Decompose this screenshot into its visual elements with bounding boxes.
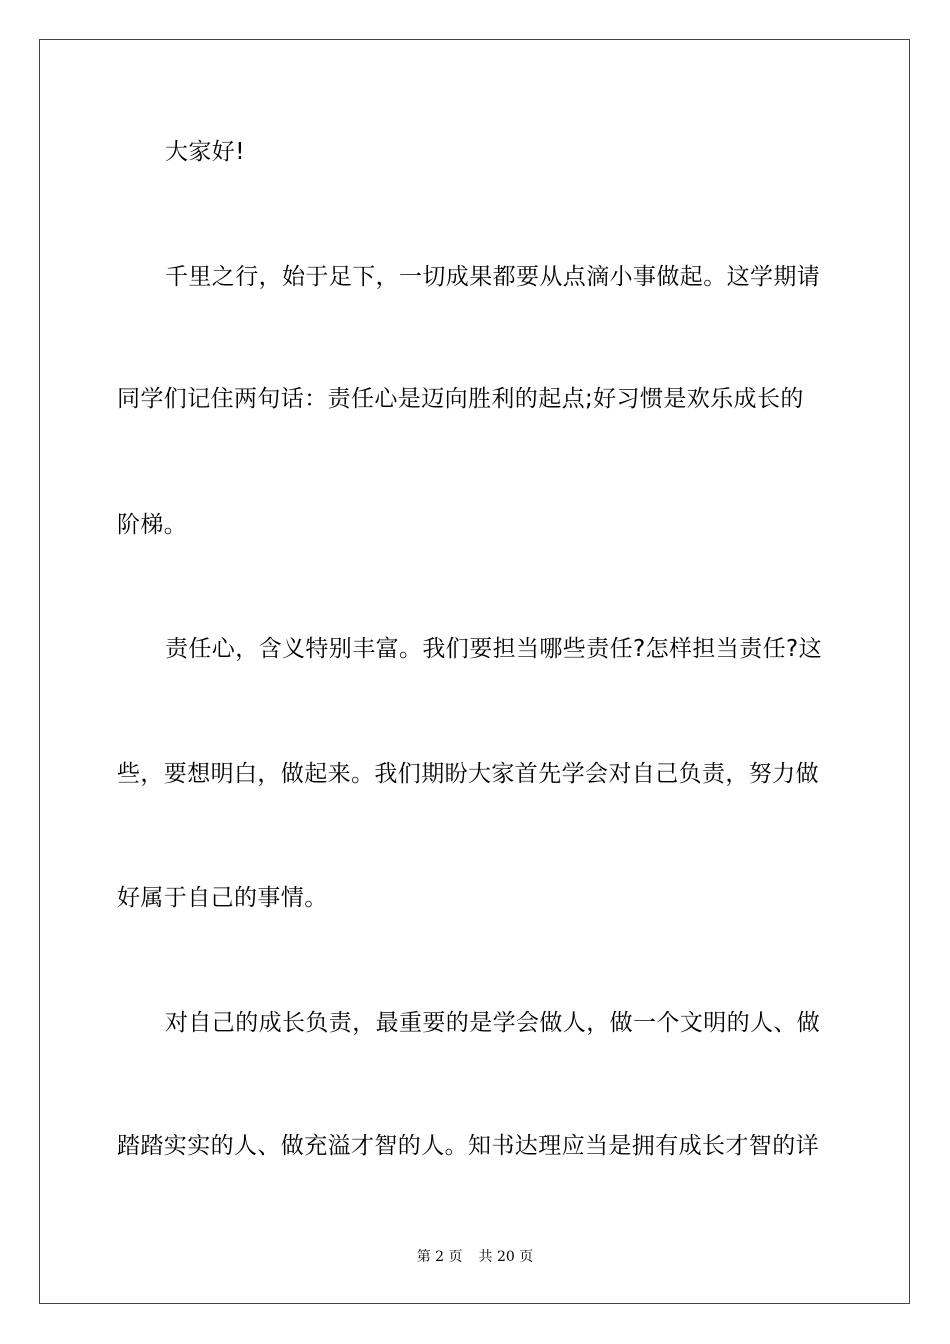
page-footer (0, 1248, 950, 1266)
paragraph-2-line-2: 些，要想明白，做起来。我们期盼大家首先学会对自己负责，努力做 (117, 761, 819, 787)
greeting-line: 大家好! (165, 139, 245, 165)
page-total: 共 20 页 (478, 1249, 534, 1265)
paragraph-1-line-1: 千里之行，始于足下，一切成果都要从点滴小事做起。这学期请 (165, 264, 821, 290)
paragraph-2-line-3: 好属于自己的事情。 (117, 885, 328, 911)
paragraph-1-line-2: 同学们记住两句话：责任心是迈向胜利的起点;好习惯是欢乐成长的 (117, 386, 804, 412)
paragraph-1-line-3: 阶梯。 (117, 512, 188, 538)
page-border (39, 39, 910, 1304)
page-number: 第 2 页 (416, 1249, 463, 1265)
paragraph-3-line-1: 对自己的成长负责，最重要的是学会做人，做一个文明的人、做 (165, 1010, 821, 1036)
paragraph-2-line-1: 责任心，含义特别丰富。我们要担当哪些责任?怎样担当责任?这 (165, 636, 823, 662)
paragraph-3-line-2: 踏踏实实的人、做充溢才智的人。知书达理应当是拥有成长才智的详 (117, 1133, 819, 1159)
